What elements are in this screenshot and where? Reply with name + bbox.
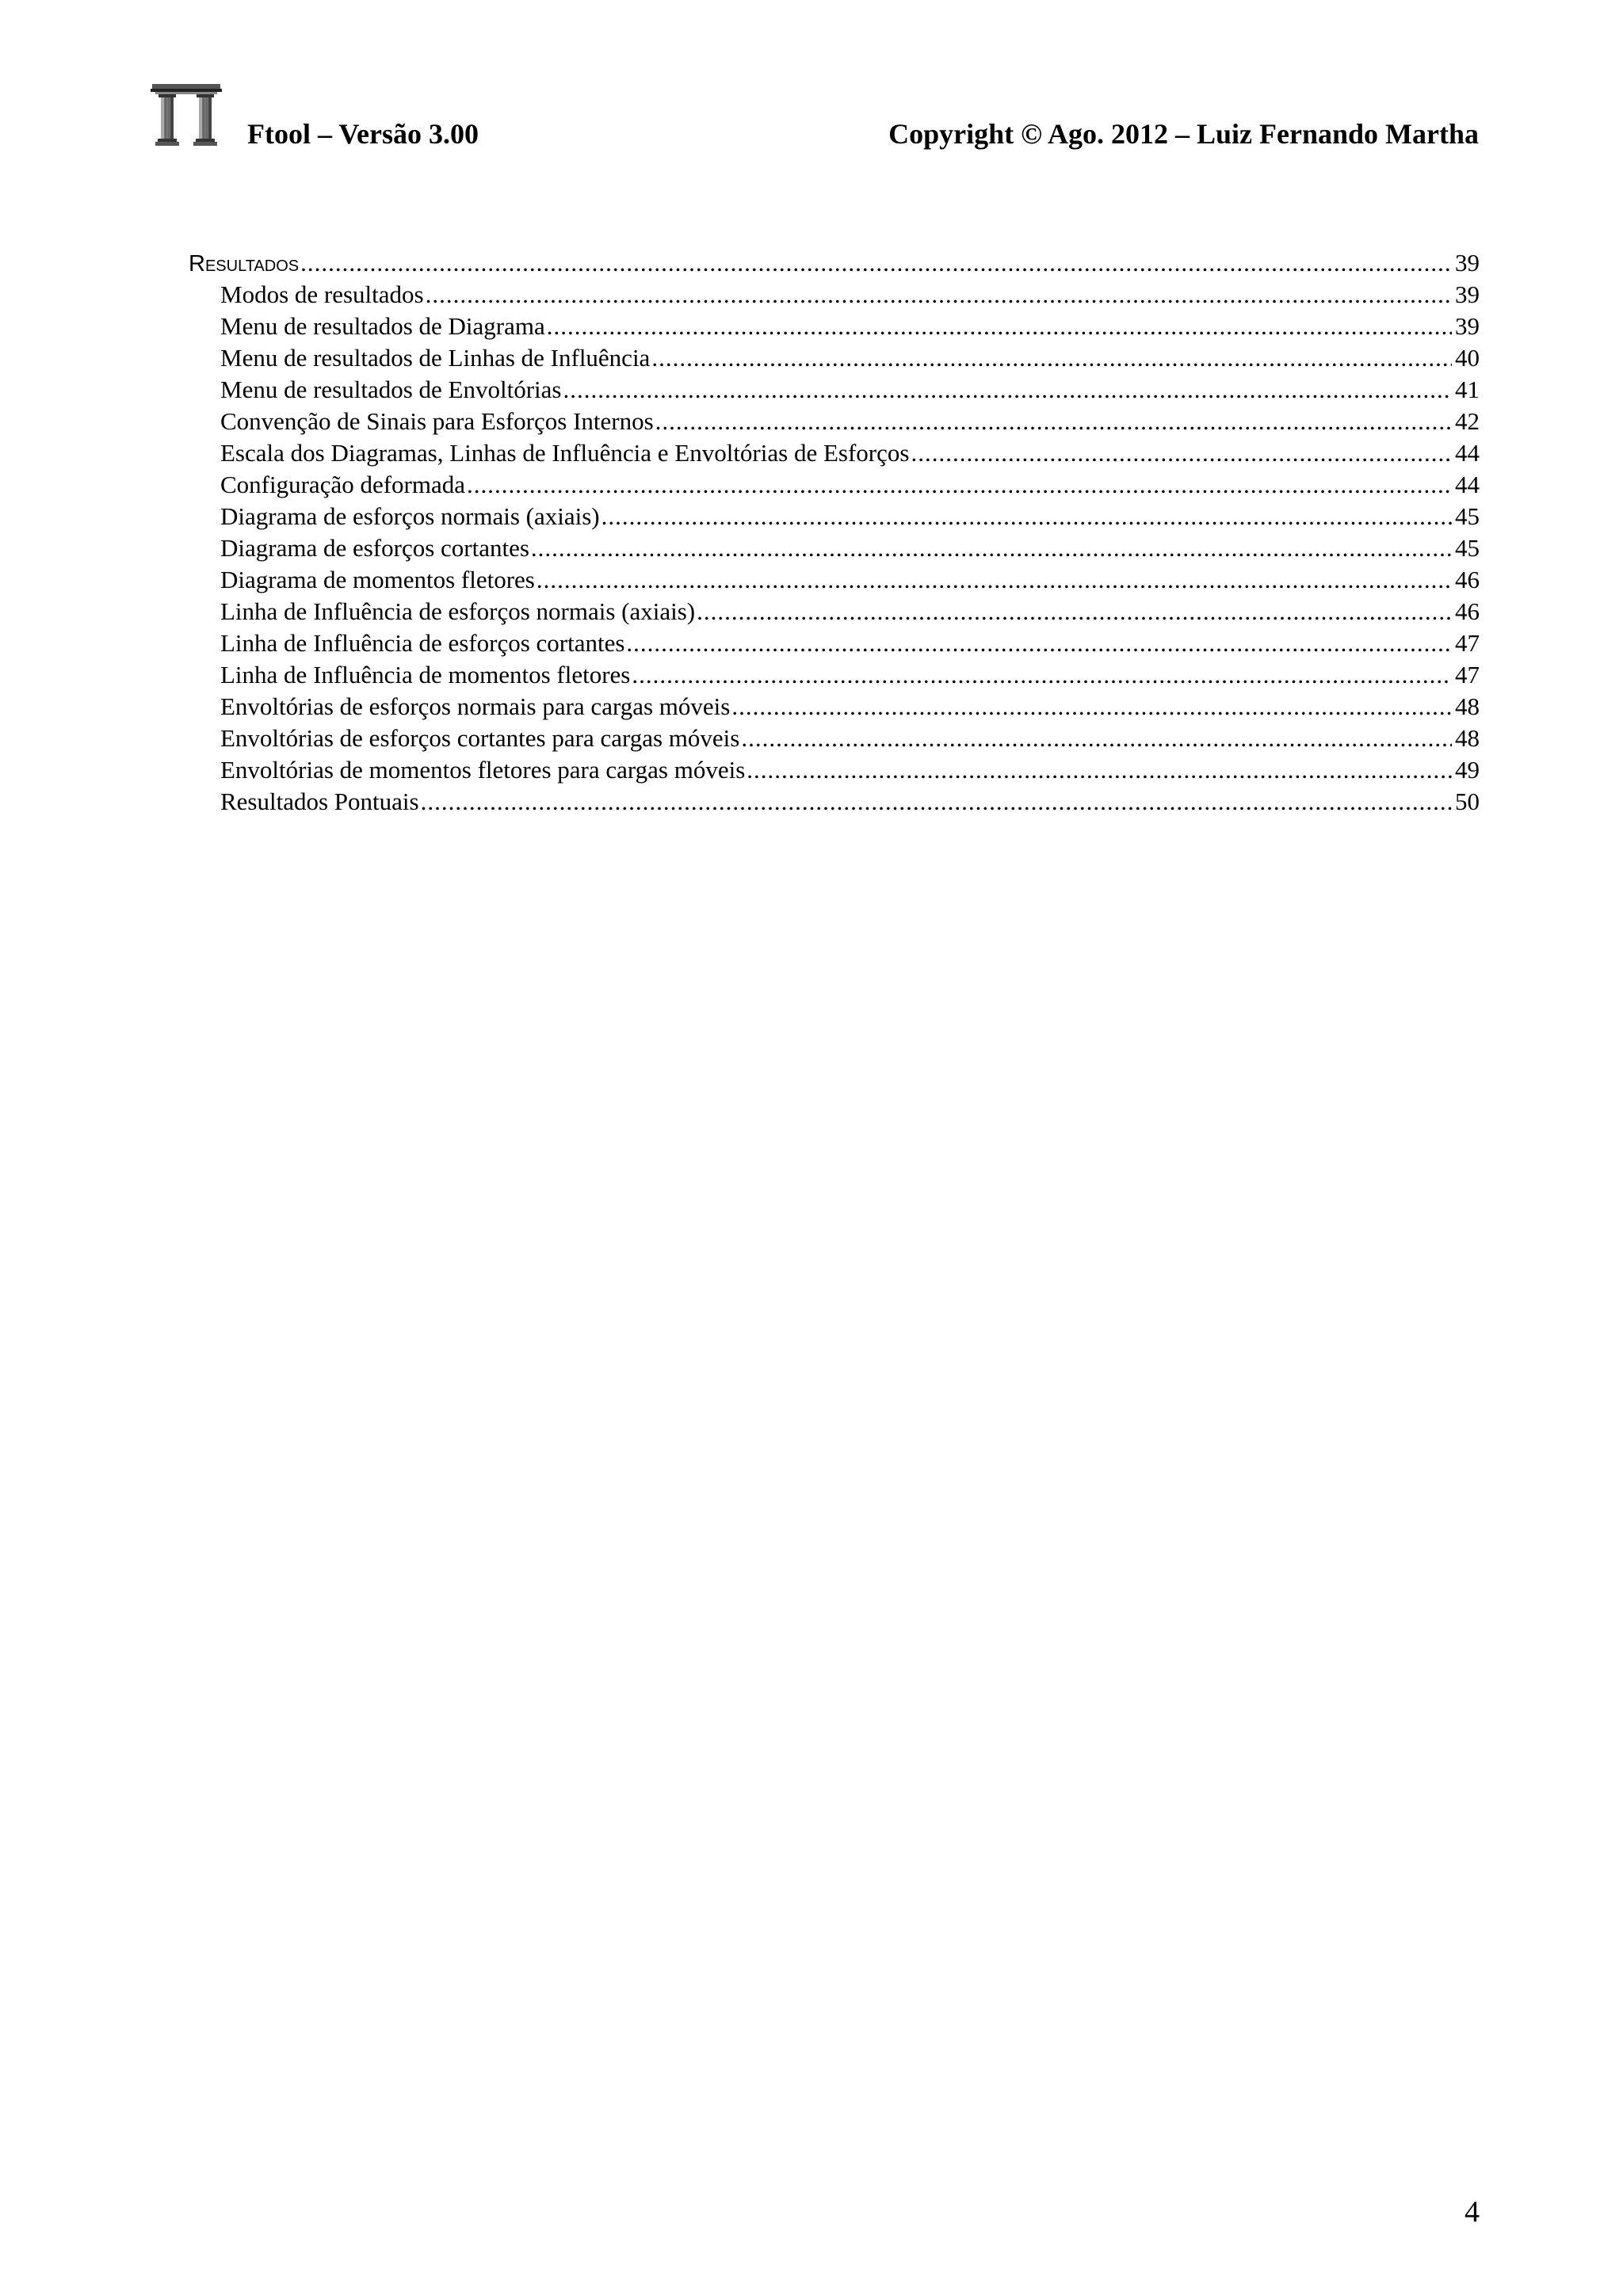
toc-dot-leader [911, 437, 1452, 469]
toc-entry-page: 50 [1455, 788, 1480, 815]
toc-entry-page: 40 [1455, 344, 1480, 372]
toc-entry-page: 39 [1455, 280, 1480, 308]
toc-entry-page: 48 [1455, 692, 1480, 720]
toc-entry[interactable] [189, 564, 1480, 596]
toc-entry-label: Resultados Pontuais [220, 788, 419, 815]
toc-entry-label: Diagrama de momentos fletores [220, 566, 535, 593]
toc-entry-page: 47 [1455, 629, 1480, 657]
toc-dot-leader [531, 532, 1452, 564]
toc-dot-leader [421, 786, 1452, 818]
toc-entry[interactable] [189, 469, 1480, 501]
toc-entry-page: 41 [1455, 376, 1480, 403]
toc-entry-label: Menu de resultados de Envoltórias [220, 376, 562, 403]
toc-entry-label: Diagrama de esforços normais (axiais) [220, 502, 600, 530]
toc-entry-label: Menu de resultados de Diagrama [220, 312, 545, 340]
toc-entry[interactable] [189, 247, 1480, 279]
copyright-notice: Copyright © Ago. 2012 – Luiz Fernando Martha [888, 118, 1479, 150]
toc-dot-leader [300, 247, 1452, 279]
toc-entry-page: 39 [1455, 312, 1480, 340]
toc-dot-leader [601, 501, 1452, 532]
toc-entry-page: 46 [1455, 597, 1480, 625]
document-title: Ftool – Versão 3.00 [247, 118, 479, 150]
toc-entry[interactable] [189, 406, 1480, 437]
toc-entry[interactable] [189, 627, 1480, 659]
toc-entry-label: Envoltórias de esforços cortantes para cargas móveis [220, 724, 740, 752]
toc-entry-page: 45 [1455, 502, 1480, 530]
toc-entry-label: Configuração deformada [220, 471, 466, 498]
toc-entry[interactable] [189, 691, 1480, 723]
toc-dot-leader [731, 691, 1452, 723]
greek-columns-logo-icon [151, 82, 222, 149]
toc-entry-page: 39 [1455, 249, 1480, 277]
toc-dot-leader [741, 723, 1452, 754]
toc-dot-leader [747, 754, 1452, 786]
toc-entry[interactable] [189, 596, 1480, 627]
toc-entry[interactable] [189, 311, 1480, 342]
toc-entry[interactable] [189, 659, 1480, 691]
toc-dot-leader [632, 659, 1452, 691]
toc-entry[interactable] [189, 342, 1480, 374]
toc-entry[interactable] [189, 754, 1480, 786]
toc-entry-page: 42 [1455, 407, 1480, 435]
toc-entry-label: Envoltórias de momentos fletores para cargas móveis [220, 756, 746, 784]
toc-entry[interactable] [189, 279, 1480, 311]
toc-entry-label: Escala dos Diagramas, Linhas de Influência e Envoltórias de Esforços [220, 439, 910, 467]
toc-entry-page: 47 [1455, 661, 1480, 688]
toc-entry-page: 44 [1455, 471, 1480, 498]
toc-entry-label: Linha de Influência de esforços normais (axiais) [220, 597, 696, 625]
toc-dot-leader [426, 279, 1452, 311]
toc-entry-label: Linha de Influência de momentos fletores [220, 661, 631, 688]
toc-dot-leader [697, 596, 1452, 627]
toc-entry-label: Resultados [189, 251, 300, 277]
toc-entry-page: 49 [1455, 756, 1480, 784]
toc-entry-label: Linha de Influência de esforços cortantes [220, 629, 625, 657]
table-of-contents [189, 247, 1480, 818]
toc-entry-label: Modos de resultados [220, 280, 424, 308]
toc-entry[interactable] [189, 501, 1480, 532]
toc-entry-page: 48 [1455, 724, 1480, 752]
toc-entry-page: 44 [1455, 439, 1480, 467]
toc-entry-label: Diagrama de esforços cortantes [220, 534, 529, 562]
toc-entry[interactable] [189, 532, 1480, 564]
toc-dot-leader [547, 311, 1452, 342]
toc-entry[interactable] [189, 786, 1480, 818]
toc-dot-leader [467, 469, 1452, 501]
toc-entry-label: Convenção de Sinais para Esforços Internos [220, 407, 654, 435]
toc-dot-leader [563, 374, 1452, 406]
toc-entry-label: Envoltórias de esforços normais para cargas móveis [220, 692, 731, 720]
toc-dot-leader [655, 406, 1452, 437]
page-number: 4 [1465, 2195, 1480, 2229]
toc-entry-page: 45 [1455, 534, 1480, 562]
toc-dot-leader [651, 342, 1452, 374]
toc-entry-label: Menu de resultados de Linhas de Influência [220, 344, 651, 372]
toc-entry-page: 46 [1455, 566, 1480, 593]
toc-dot-leader [537, 564, 1452, 596]
toc-entry[interactable] [189, 437, 1480, 469]
page-header [151, 79, 1479, 151]
toc-dot-leader [626, 627, 1452, 659]
toc-entry[interactable] [189, 723, 1480, 754]
toc-entry[interactable] [189, 374, 1480, 406]
